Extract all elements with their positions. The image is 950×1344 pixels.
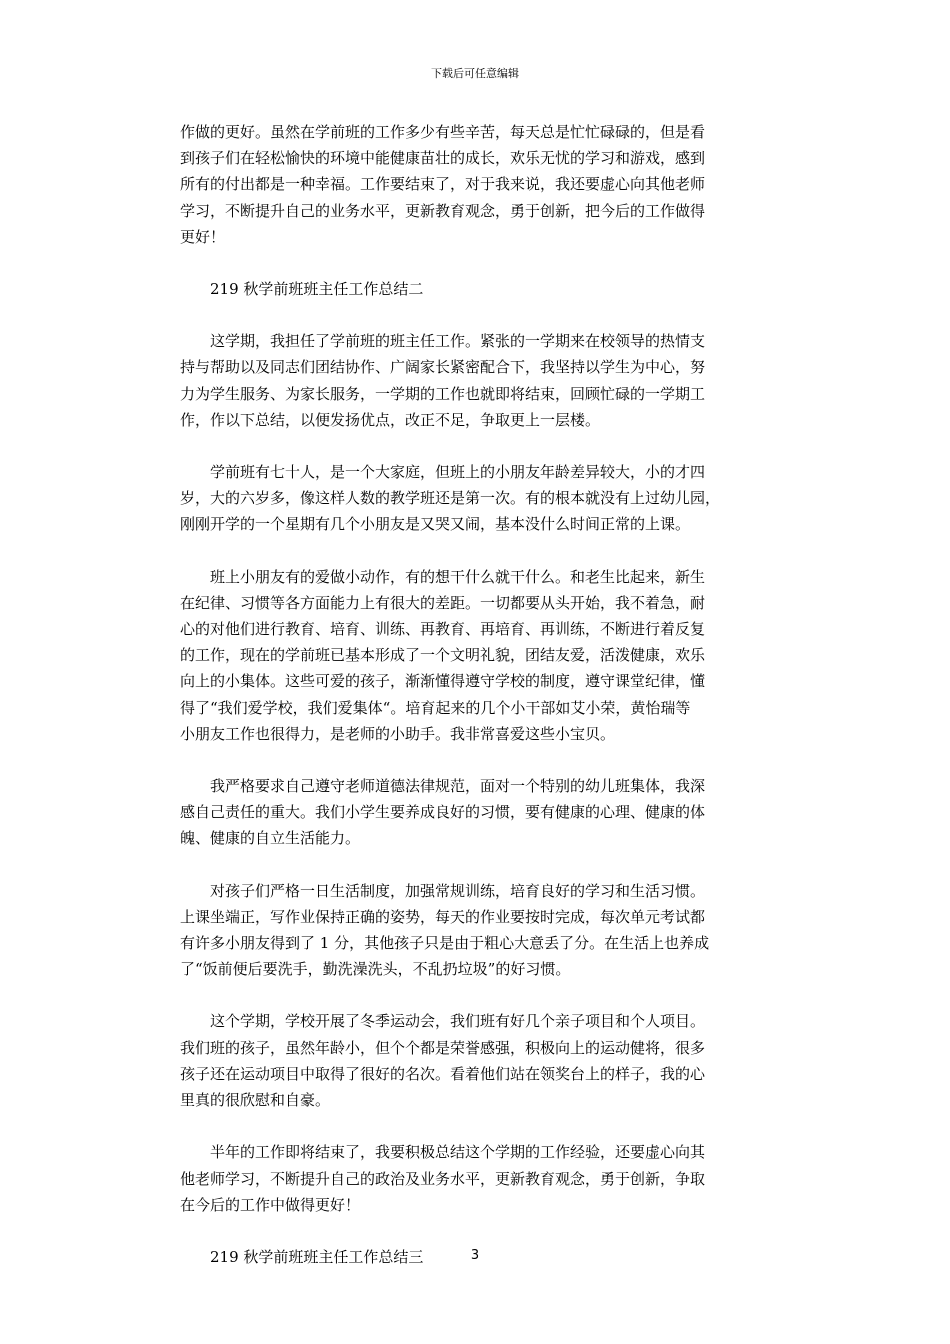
paragraph [180, 1139, 780, 1218]
paragraph-line: 作，作以下总结，以便发扬优点，改正不足，争取更上一层楼。 [180, 410, 601, 429]
paragraph-line: 219 秋学前班班主任工作总结三 [180, 1247, 424, 1266]
paragraph [180, 276, 780, 302]
paragraph-line: 学前班有七十人，是一个大家庭，但班上的小朋友年龄差异较大，小的才四 [180, 463, 706, 482]
paragraph-line: 向上的小集体。这些可爱的孩子，渐渐懂得遵守学校的制度，遵守课堂纪律，懂 [180, 672, 706, 691]
paragraph-line: 上课坐端正，写作业保持正确的姿势，每天的作业要按时完成，每次单元考试都 [180, 907, 706, 926]
paragraph-line: 的工作，现在的学前班已基本形成了一个文明礼貌，团结友爱，活泼健康，欢乐 [180, 646, 706, 665]
paragraph [180, 773, 780, 852]
paragraph-line: 对孩子们严格一日生活制度，加强常规训练，培育良好的学习和生活习惯。 [180, 881, 706, 900]
paragraph-line: 我严格要求自己遵守老师道德法律规范，面对一个特别的幼儿班集体，我深 [180, 777, 706, 796]
paragraph-line: 在纪律、习惯等各方面能力上有很大的差距。一切都要从头开始，我不着急，耐 [180, 593, 706, 612]
paragraph-line: 孩子还在运动项目中取得了很好的名次。看着他们站在领奖台上的样子，我的心 [180, 1064, 706, 1083]
paragraph [180, 878, 780, 983]
paragraph-line: 岁，大的六岁多，像这样人数的教学班还是第一次。有的根本就没有上过幼儿园， [180, 489, 721, 508]
paragraph-line: 力为学生服务、为家长服务，一学期的工作也就即将结束，回顾忙碌的一学期工 [180, 384, 706, 403]
paragraph-line: 里真的很欣慰和自豪。 [180, 1091, 331, 1110]
paragraph [180, 564, 780, 747]
paragraph-line: 班上小朋友有的爱做小动作，有的想干什么就干什么。和老生比起来，新生 [180, 567, 706, 586]
paragraph-line: 持与帮助以及同志们团结协作、广阔家长紧密配合下，我坚持以学生为中心，努 [180, 358, 706, 377]
page-header-title: 下载后可任意编辑 [431, 67, 519, 80]
paragraph-line: 更好！ [180, 227, 226, 246]
paragraph-line: 在今后的工作中做得更好！ [180, 1195, 361, 1214]
document-body [180, 119, 780, 1296]
paragraph-line: 他老师学习，不断提升自己的政治及业务水平，更新教育观念，勇于创新，争取 [180, 1169, 706, 1188]
paragraph-line: 魄、健康的自立生活能力。 [180, 829, 361, 848]
page-number: 3 [470, 1248, 480, 1263]
paragraph-line: 刚刚开学的一个星期有几个小朋友是又哭又闹，基本没什么时间正常的上课。 [180, 515, 691, 534]
paragraph-line: 心的对他们进行教育、培育、训练、再教育、再培育、再训练，不断进行着反复 [180, 620, 706, 639]
paragraph [180, 328, 780, 433]
paragraph-line: 半年的工作即将结束了，我要积极总结这个学期的工作经验，还要虚心向其 [180, 1143, 706, 1162]
paragraph-line: 得了“我们爱学校，我们爱集体“。培育起来的几个小干部如艾小荣，黄怡瑞等 [180, 698, 691, 717]
paragraph-line: 到孩子们在轻松愉快的环境中能健康苗壮的成长，欢乐无忧的学习和游戏，感到 [180, 149, 706, 168]
paragraph [180, 119, 780, 250]
paragraph [180, 459, 780, 538]
paragraph-line: 有许多小朋友得到了 1 分，其他孩子只是由于粗心大意丢了分。在生活上也养成 [180, 934, 710, 953]
paragraph-line: 这个学期，学校开展了冬季运动会，我们班有好几个亲子项目和个人项目。 [180, 1012, 706, 1031]
paragraph-line: 学习，不断提升自己的业务水平，更新教育观念，勇于创新，把今后的工作做得 [180, 201, 706, 220]
paragraph-line: 小朋友工作也很得力，是老师的小助手。我非常喜爱这些小宝贝。 [180, 724, 616, 743]
paragraph-line: 219 秋学前班班主任工作总结二 [180, 280, 424, 299]
paragraph-line: 我们班的孩子，虽然年龄小，但个个都是荣誉感强，积极向上的运动健将，很多 [180, 1038, 706, 1057]
paragraph-line: 这学期，我担任了学前班的班主任工作。紧张的一学期来在校领导的热情支 [180, 332, 706, 351]
paragraph-line: 感自己责任的重大。我们小学生要养成良好的习惯，要有健康的心理、健康的体 [180, 803, 706, 822]
paragraph [180, 1008, 780, 1113]
paragraph-line: 所有的付出都是一种幸福。工作要结束了，对于我来说，我还要虚心向其他老师 [180, 175, 706, 194]
paragraph-line: 作做的更好。虽然在学前班的工作多少有些辛苦，每天总是忙忙碌碌的，但是看 [180, 123, 706, 141]
paragraph-line: 了“饭前便后要洗手，勤洗澡洗头，不乱扔垃圾”的好习惯。 [180, 960, 571, 979]
